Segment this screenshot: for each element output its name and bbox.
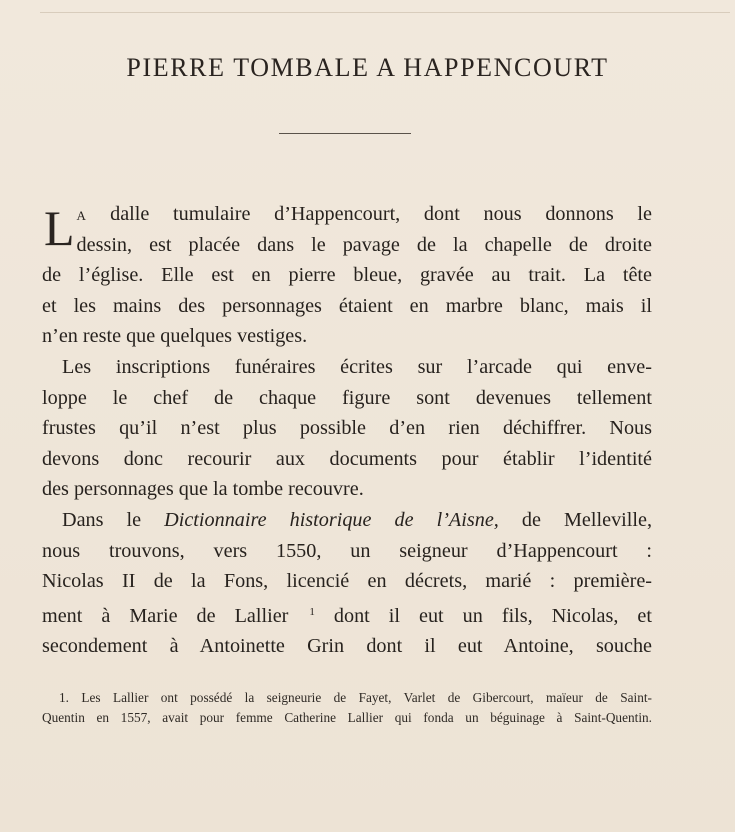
page-title: PIERRE TOMBALE A HAPPENCOURT [126, 53, 609, 82]
text-line: dessin, est placée dans le pavage de la chapelle de droite [76, 233, 652, 256]
text-line: des personnages que la tombe recouvre. [42, 478, 364, 501]
footnote-reference[interactable]: 1 [309, 605, 315, 618]
text-line: de l’église. Elle est en pierre bleue, gravée au trait. La tête [42, 264, 652, 287]
text-line: Nicolas II de la Fons, licencié en décrets, marié : première- [42, 570, 652, 593]
footnote [42, 688, 652, 728]
text-line [42, 199, 652, 230]
paragraph-3 [42, 505, 652, 662]
text-line [42, 597, 652, 632]
text-line: secondement à Antoinette Grin dont il eut Antoine, souche [42, 635, 652, 658]
paragraph-1 [42, 199, 652, 352]
paragraph-2 [42, 352, 652, 505]
text-segment: dont il eut un fils, Nicolas, et [314, 604, 652, 627]
small-caps-text: a [76, 204, 87, 224]
text-line: nous trouvons, vers 1550, un seigneur d’Happencourt : [42, 539, 652, 562]
text-line: loppe le chef de chaque figure sont devenues tellement [42, 386, 652, 409]
text-line [42, 505, 652, 536]
text-line-content: dalle tumulaire d’Happencourt, dont nous donnons le [86, 203, 652, 225]
footnote-line: Quentin en 1557, avait pour femme Catherine Lallier qui fonda un béguinage à Saint-Quentin. [42, 710, 652, 725]
text-line: frustes qu’il n’est plus possible d’en rien déchiffrer. Nous [42, 417, 652, 440]
text-segment: Dans le [62, 509, 165, 531]
text-segment: ment à Marie de Lallier [42, 604, 308, 627]
top-rule [40, 12, 730, 13]
text-line: Les inscriptions funéraires écrites sur l’arcade qui enve- [62, 356, 652, 378]
text-line: devons donc recourir aux documents pour établir l’identité [42, 447, 652, 470]
book-title-italic: Dictionnaire historique de l’Aisne, [164, 509, 499, 531]
text-line: n’en reste que quelques vestiges. [42, 325, 308, 348]
text-segment: de Melleville, [498, 509, 652, 531]
drop-cap: L [44, 200, 75, 256]
footnote-line: 1. Les Lallier ont possédé la seigneurie de Fayet, Varlet de Gibercourt, maïeur de Saint- [59, 690, 652, 705]
text-line: et les mains des personnages étaient en marbre blanc, mais il [42, 294, 652, 317]
title-divider [279, 133, 411, 134]
